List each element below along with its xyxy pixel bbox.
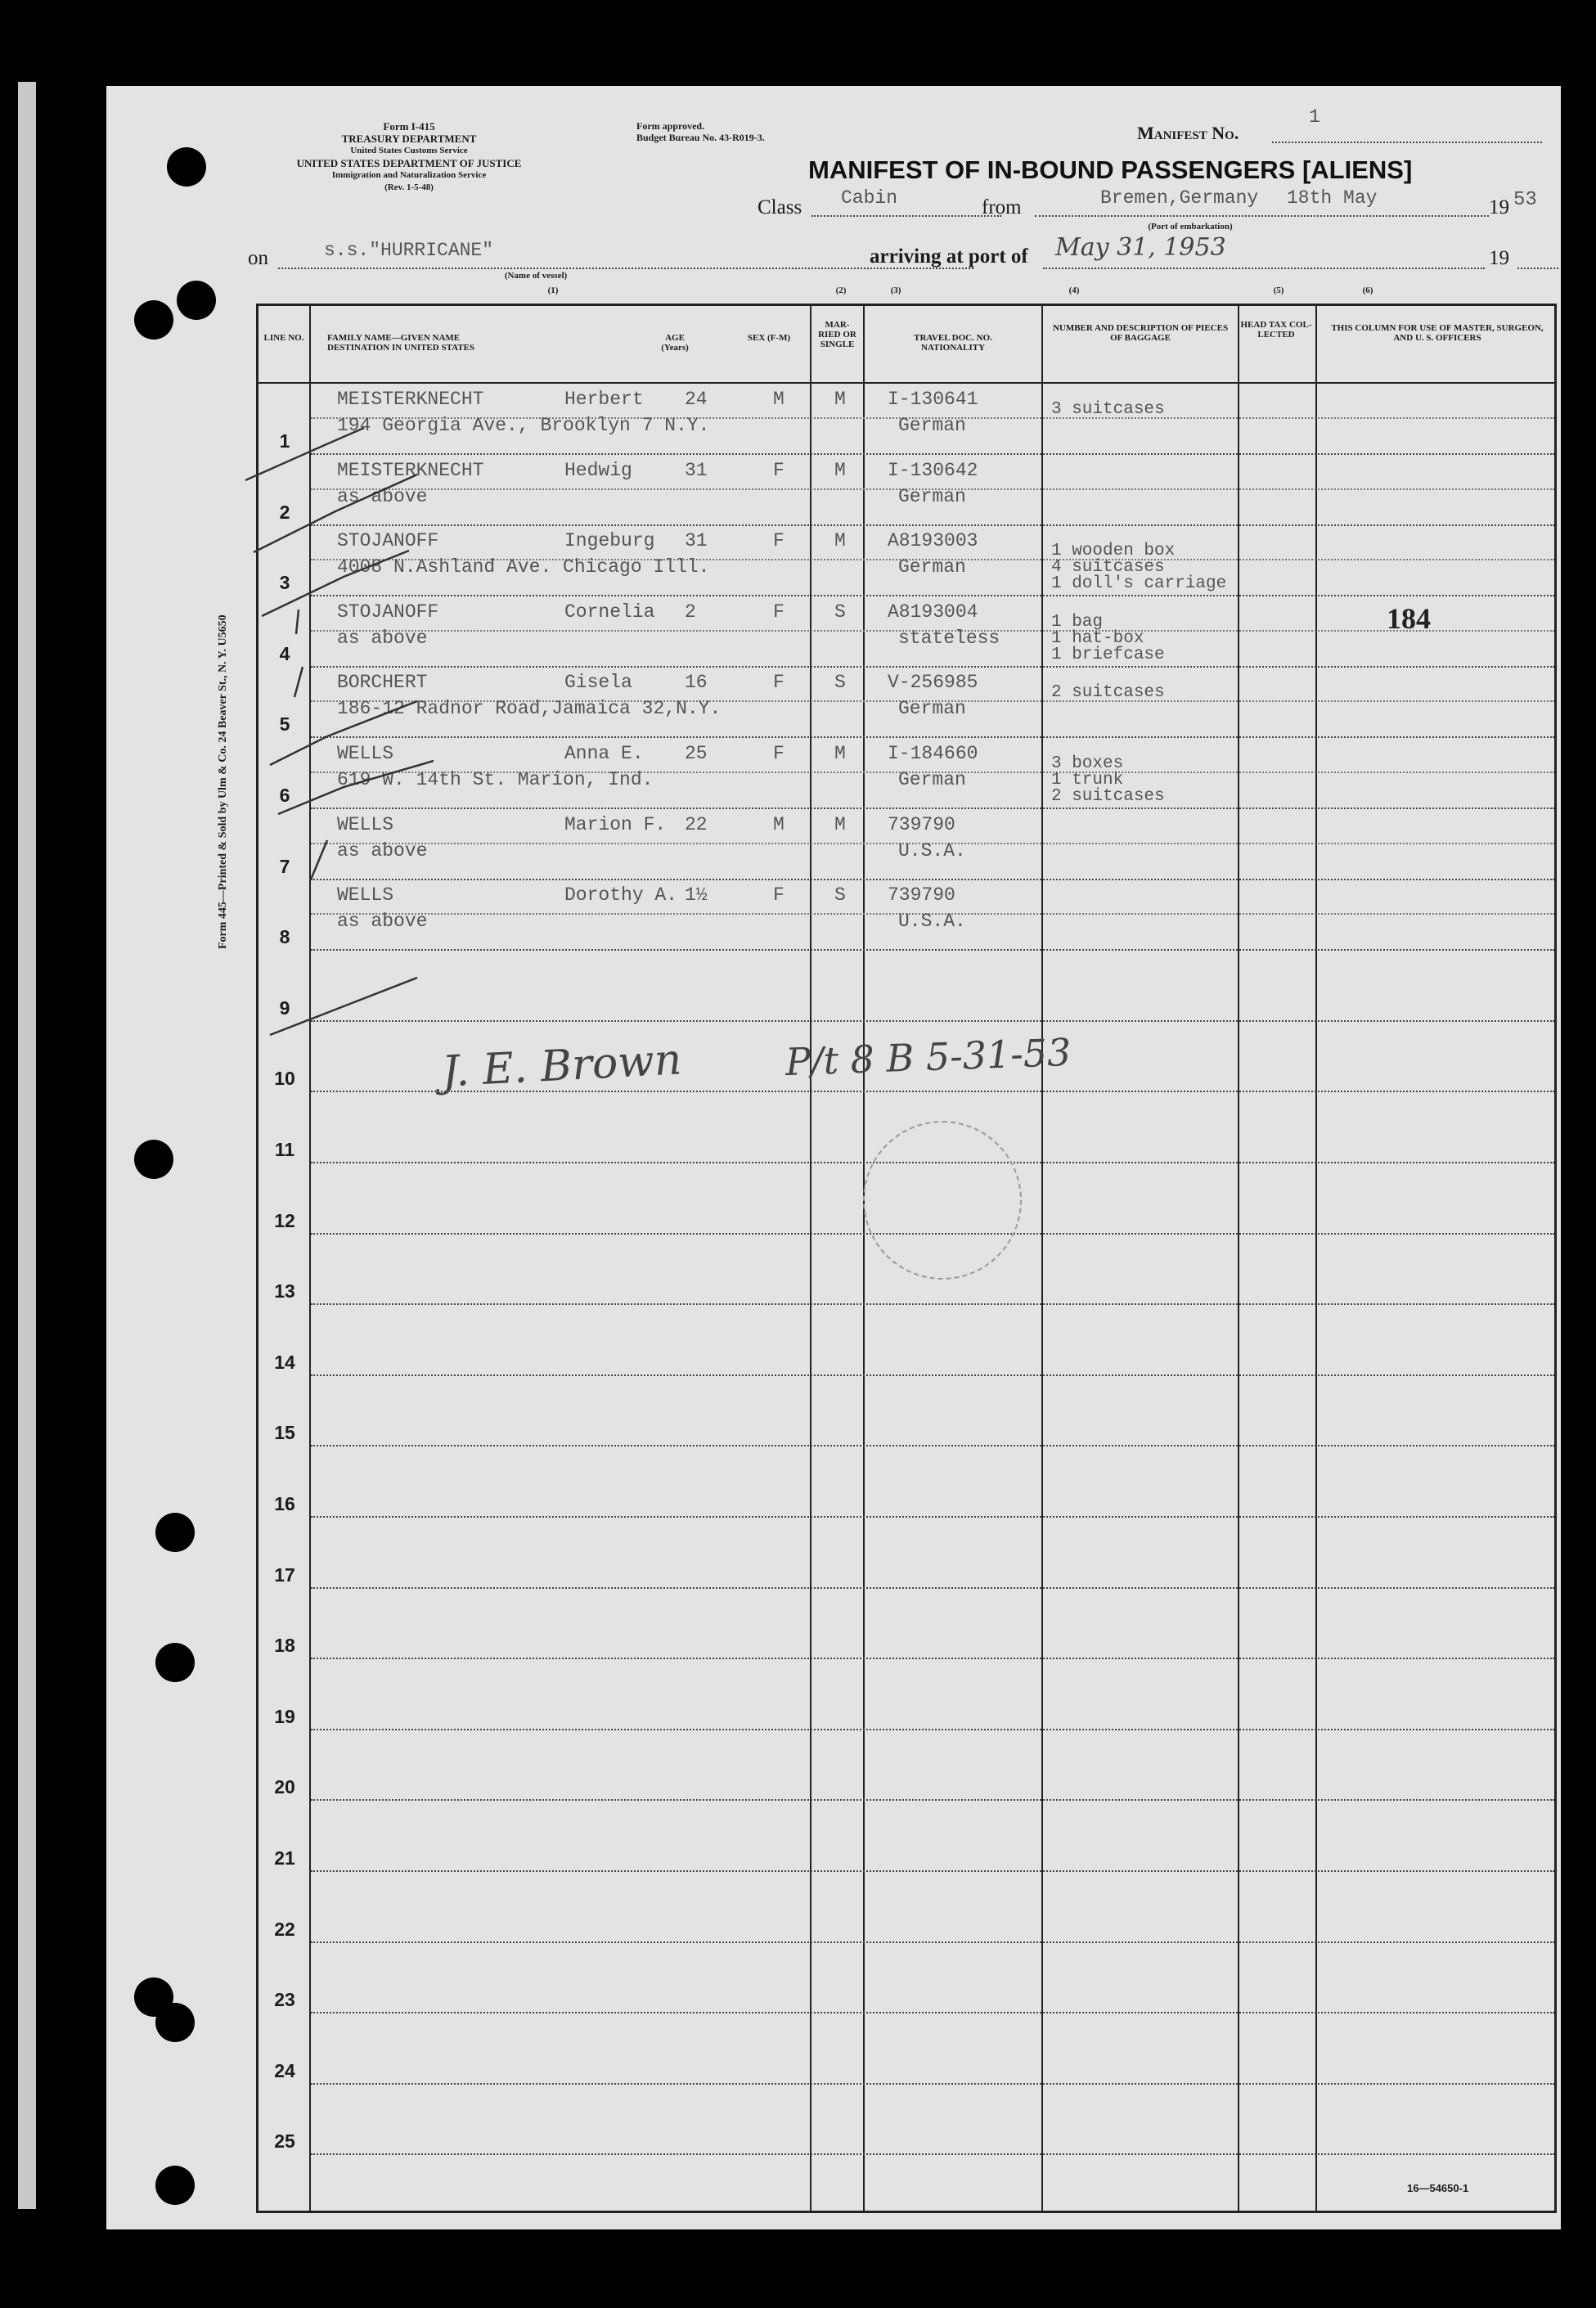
passenger-nationality: stateless	[898, 627, 1000, 649]
line-number: 21	[274, 1847, 295, 1869]
header-divider	[256, 382, 1557, 384]
passenger-given-name: Gisela	[564, 672, 632, 694]
row-dotted-line	[311, 1941, 1554, 1943]
passenger-travel-doc: V-256985	[888, 672, 978, 694]
line-number: 1	[279, 430, 290, 452]
form-id: Form I-415	[383, 120, 435, 133]
row-dotted-line	[311, 1445, 1554, 1446]
approval-block	[636, 120, 765, 143]
passenger-baggage-item: 4 suitcases	[1051, 558, 1165, 578]
vessel-caption: (Name of vessel)	[504, 271, 568, 281]
side-number: 184	[1387, 602, 1431, 635]
vessel-value: s.s."HURRICANE"	[324, 240, 494, 261]
col-divider	[1041, 304, 1043, 2213]
passenger-travel-doc: 739790	[888, 813, 955, 835]
line-number: 17	[274, 1563, 295, 1586]
passenger-nationality: German	[898, 556, 966, 578]
passenger-baggage-item: 1 doll's carriage	[1051, 574, 1227, 594]
row-dotted-line	[311, 666, 1554, 668]
passenger-marital-status: M	[834, 389, 846, 410]
passenger-given-name: Marion F.	[564, 813, 667, 835]
passenger-baggage-item: 2 suitcases	[1051, 683, 1165, 703]
col-header-headtax: HEAD TAX COL-LECTED	[1240, 320, 1312, 340]
row-dotted-line	[311, 736, 1554, 738]
year-prefix: 19	[1489, 196, 1509, 218]
from-value: Bremen,Germany	[1100, 187, 1259, 209]
passenger-age: 25	[685, 743, 708, 764]
row-dotted-line	[311, 949, 1554, 951]
passenger-given-name: Cornelia	[564, 601, 655, 623]
row-dotted-line	[311, 524, 1554, 526]
row-dotted-line	[311, 2083, 1554, 2085]
passenger-marital-status: S	[834, 884, 846, 907]
row-dotted-line	[311, 1587, 1554, 1589]
passenger-nationality: German	[898, 698, 966, 720]
passenger-travel-doc: I-130642	[888, 459, 978, 481]
passenger-sex: F	[773, 743, 785, 764]
margin-check-marks	[221, 389, 434, 1060]
line-number: 6	[279, 785, 290, 806]
passenger-travel-doc: I-184660	[888, 743, 978, 764]
line-number: 13	[274, 1280, 295, 1302]
passenger-baggage-item: 1 wooden box	[1051, 542, 1176, 561]
passenger-sex: F	[773, 459, 785, 481]
line-number: 14	[274, 1351, 295, 1373]
passenger-destination: as above	[337, 839, 428, 862]
passenger-age: 2	[685, 601, 696, 623]
row-dotted-line	[311, 1870, 1554, 1872]
line-number: 20	[274, 1776, 295, 1798]
from-label: from	[982, 196, 1022, 218]
arriving-date-handwritten: May 31, 1953	[1055, 233, 1226, 262]
passenger-baggage-item: 1 hat-box	[1051, 628, 1144, 648]
passenger-given-name: Hedwig	[564, 459, 632, 481]
approved-text: Form approved.	[636, 120, 705, 132]
left-edge-strip	[18, 82, 36, 2209]
row-dotted-line	[311, 2153, 1554, 2155]
col-number: (5)	[1273, 286, 1284, 295]
punch-hole	[134, 1140, 173, 1179]
passenger-family-name: STOJANOFF	[337, 530, 439, 552]
passenger-family-name: WELLS	[337, 743, 394, 764]
col-header-age: AGE (Years)	[661, 333, 689, 353]
row-dotted-line	[311, 1374, 1554, 1376]
col-header-officers: THIS COLUMN FOR USE OF MASTER, SURGEON, AND U. S. OFFICERS	[1331, 323, 1544, 343]
col-divider	[1315, 304, 1317, 2213]
passenger-baggage-item: 1 bag	[1051, 612, 1104, 632]
passenger-baggage-item: 3 boxes	[1051, 754, 1124, 773]
line-number: 22	[274, 1918, 295, 1940]
manifest-title: MANIFEST OF IN-BOUND PASSENGERS [ALIENS]	[808, 155, 1413, 184]
from-line	[1035, 215, 1489, 217]
signature-note: P/t 8 B 5-31-53	[785, 1029, 1072, 1085]
passenger-nationality: German	[898, 769, 966, 790]
passenger-destination: 4008 N.Ashland Ave. Chicago Illl.	[337, 556, 710, 578]
date-value: 18th May	[1287, 187, 1378, 209]
passenger-destination: 194 Georgia Ave., Brooklyn 7 N.Y.	[337, 415, 710, 436]
row-dotted-line	[311, 808, 1554, 809]
passenger-sex: F	[773, 530, 785, 552]
arriving-label: arriving at port of	[870, 245, 1028, 268]
line-number: 8	[279, 926, 290, 948]
agency-block	[286, 120, 532, 194]
passenger-baggage-item: 2 suitcases	[1051, 787, 1165, 806]
passenger-travel-doc: 739790	[888, 884, 955, 907]
arriving-line	[1043, 268, 1485, 269]
passenger-nationality: U.S.A.	[898, 839, 966, 862]
punch-hole	[155, 2166, 195, 2205]
punch-hole	[177, 281, 216, 320]
printer-note: Form 445—Printed & Sold by Ulm & Co. 24 Beaver St., N. Y. U5650	[217, 614, 229, 949]
line-number: 19	[274, 1705, 295, 1727]
manifest-no-line	[1272, 142, 1542, 143]
line-number: 9	[279, 997, 290, 1019]
year-value: 53	[1513, 189, 1537, 211]
passenger-age: 22	[685, 813, 708, 835]
passenger-sex: M	[773, 389, 785, 410]
punch-hole	[155, 1643, 195, 1682]
row-dotted-line	[311, 1729, 1554, 1730]
passenger-sex: M	[773, 813, 785, 835]
passenger-age: 31	[685, 459, 708, 481]
passenger-nationality: German	[898, 485, 966, 507]
passenger-family-name: STOJANOFF	[337, 601, 439, 623]
class-label: Class	[758, 196, 802, 218]
row-dotted-line	[311, 1799, 1554, 1801]
passenger-sex: F	[773, 884, 785, 907]
manifest-no-value: 1	[1309, 106, 1320, 128]
passenger-baggage-item: 1 trunk	[1051, 771, 1124, 790]
arriving-year-line	[1517, 268, 1558, 269]
col-header-travel: TRAVEL DOC. NO. NATIONALITY	[914, 333, 992, 353]
line-number: 12	[274, 1209, 295, 1231]
passenger-travel-doc: A8193004	[888, 601, 978, 623]
passenger-marital-status: M	[834, 530, 846, 552]
passenger-family-name: WELLS	[337, 884, 394, 907]
passenger-age: 24	[685, 389, 708, 410]
punch-hole	[134, 300, 173, 340]
passenger-marital-status: M	[834, 813, 846, 835]
passenger-nationality: German	[898, 415, 966, 436]
col-number: (4)	[1068, 286, 1080, 295]
line-number: 18	[274, 1635, 295, 1657]
passenger-family-name: WELLS	[337, 813, 394, 835]
row-dotted-line	[311, 1020, 1554, 1022]
col-divider	[1238, 304, 1239, 2213]
passenger-travel-doc: I-130641	[888, 389, 978, 410]
class-value: Cabin	[841, 187, 898, 209]
line-number: 2	[279, 501, 290, 523]
row-dotted-line	[311, 1658, 1554, 1659]
inspector-signature: J. E. Brown	[440, 1035, 683, 1097]
ins-service: Immigration and Naturalization Service	[331, 170, 487, 180]
line-number: 3	[279, 572, 290, 594]
treasury-dept: TREASURY DEPARTMENT	[341, 133, 477, 145]
passenger-given-name: Dorothy A.	[564, 884, 678, 907]
col-header-married: MAR-RIED OR SINGLE	[818, 320, 856, 349]
passenger-baggage-item: 1 briefcase	[1051, 645, 1165, 664]
punch-hole	[155, 2003, 195, 2042]
col-number: (6)	[1362, 286, 1373, 295]
line-number: 24	[274, 2059, 295, 2081]
passenger-family-name: BORCHERT	[337, 672, 428, 694]
passenger-sex: F	[773, 672, 785, 694]
passenger-marital-status: S	[834, 601, 846, 623]
passenger-nationality: U.S.A.	[898, 911, 966, 933]
budget-text: Budget Bureau No. 43-R019-3.	[636, 132, 765, 143]
col-header-sex: SEX (F-M)	[747, 333, 791, 343]
passenger-marital-status: S	[834, 672, 846, 694]
justice-dept: UNITED STATES DEPARTMENT OF JUSTICE	[296, 157, 522, 169]
passenger-age: 31	[685, 530, 708, 552]
passenger-marital-status: M	[834, 743, 846, 764]
class-line	[811, 215, 1001, 217]
manifest-sheet	[106, 86, 1561, 2229]
col-header-line: LINE NO.	[263, 333, 304, 343]
col-number: (3)	[890, 286, 901, 295]
line-number: 7	[279, 855, 290, 877]
arriving-year-prefix: 19	[1489, 247, 1509, 269]
row-dotted-line	[311, 1303, 1554, 1305]
line-number: 25	[274, 2130, 295, 2153]
passenger-baggage-item: 3 suitcases	[1051, 400, 1165, 419]
customs-service: United States Customs Service	[350, 146, 468, 155]
line-number: 16	[274, 1493, 295, 1514]
line-number: 5	[279, 713, 290, 736]
passenger-given-name: Ingeburg	[564, 530, 655, 552]
col-header-baggage: NUMBER AND DESCRIPTION OF PIECES OF BAGGAGE	[1052, 323, 1229, 343]
passenger-age: 16	[685, 672, 708, 694]
col-divider	[863, 304, 865, 2213]
passenger-destination: as above	[337, 485, 428, 507]
passenger-family-name: MEISTERKNECHT	[337, 389, 484, 410]
passenger-sex: F	[773, 601, 785, 623]
row-dotted-line	[311, 1516, 1554, 1518]
passenger-destination: 619 W. 14th St. Marion, Ind.	[337, 769, 654, 790]
row-dotted-line	[311, 595, 1554, 596]
passenger-marital-status: M	[834, 459, 846, 481]
col-number: (2)	[835, 286, 847, 295]
footer-code: 16—54650-1	[1407, 2182, 1469, 2194]
punch-hole	[155, 1513, 195, 1552]
line-number: 10	[274, 1068, 295, 1090]
line-number: 23	[274, 1989, 295, 2011]
revision-date: (Rev. 1-5-48)	[384, 182, 434, 192]
port-embark-caption: (Port of embarkation)	[1148, 222, 1233, 232]
faint-seal-stamp	[863, 1121, 1022, 1280]
passenger-destination: as above	[337, 911, 428, 933]
passenger-destination: 186-12 Radnor Road,Jamaica 32,N.Y.	[337, 698, 722, 720]
manifest-no-label: Manifest No.	[1137, 123, 1239, 143]
passenger-destination: as above	[337, 627, 428, 649]
line-number: 15	[274, 1422, 295, 1444]
col-divider	[810, 304, 811, 2213]
passenger-age: 1½	[685, 884, 708, 907]
line-number: 11	[274, 1139, 295, 1160]
col-number: (1)	[547, 286, 559, 295]
col-header-name: FAMILY NAME—GIVEN NAME DESTINATION IN UNITED STATES	[327, 333, 475, 353]
row-dotted-line	[311, 2012, 1554, 2013]
passenger-travel-doc: A8193003	[888, 530, 978, 552]
row-dotted-line	[311, 879, 1554, 880]
row-dotted-line	[311, 453, 1554, 455]
punch-hole	[167, 147, 206, 187]
passenger-family-name: MEISTERKNECHT	[337, 459, 484, 481]
passenger-given-name: Herbert	[564, 389, 644, 410]
on-label: on	[248, 247, 268, 269]
passenger-given-name: Anna E.	[564, 743, 644, 764]
line-number: 4	[279, 642, 290, 664]
